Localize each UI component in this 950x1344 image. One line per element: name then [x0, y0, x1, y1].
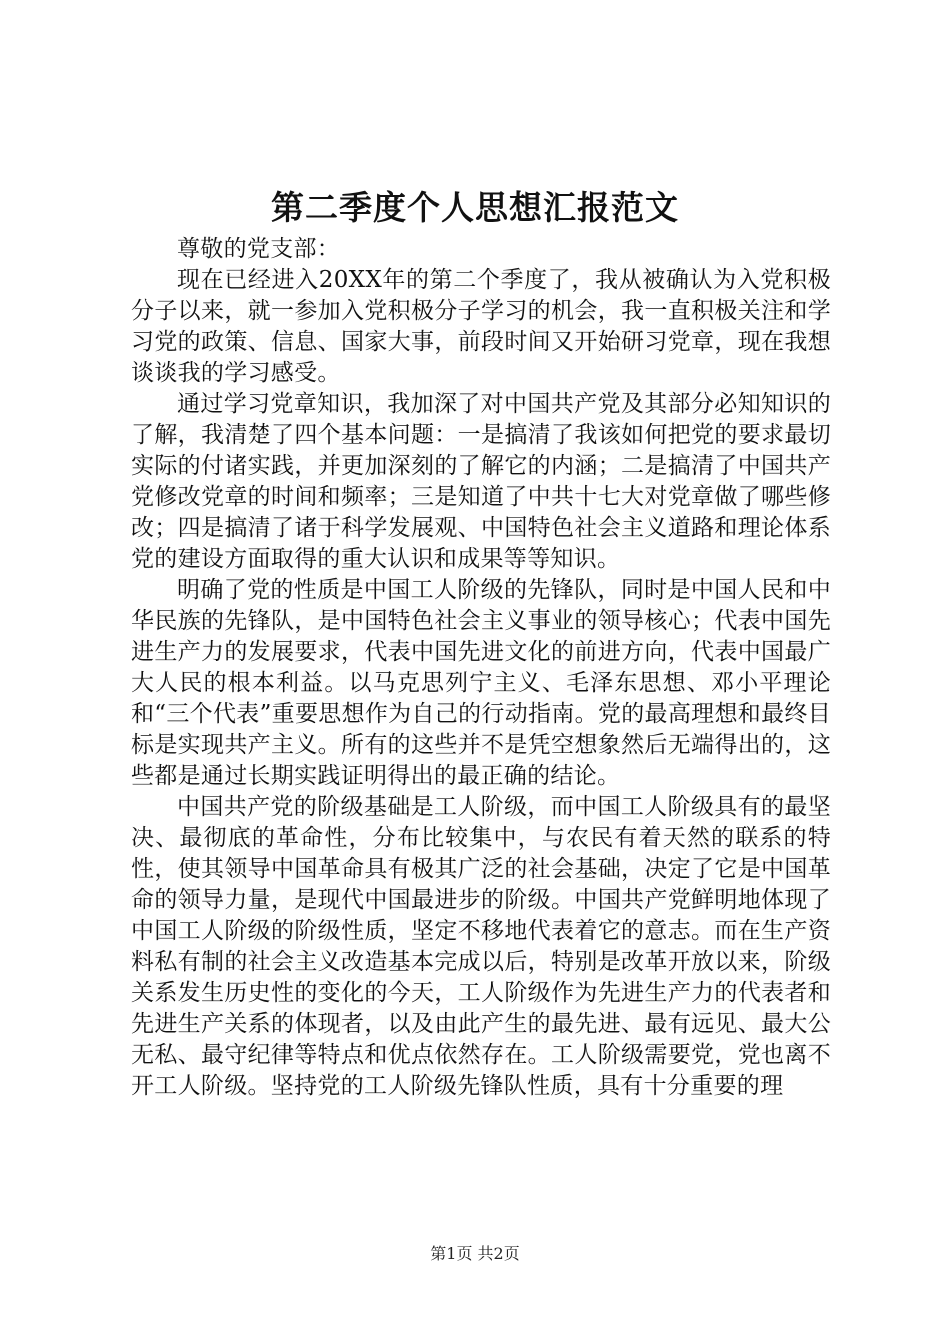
- paragraph-4: 中国共产党的阶级基础是工人阶级，而中国工人阶级具有的最坚决、最彻底的革命性，分布比较集中，与农民有着天然的联系的特性，使其领导中国革命具有极其广泛的社会基础，决定了它是中国革命的领导力量，是现代中国最进步的阶级。中国共产党鲜明地体现了中国工人阶级的阶级性质，坚定不移地代表着它的意志。而在生产资料私有制的社会主义改造基本完成以后，特别是改革开放以来，阶级关系发生历史性的变化的今天，工人阶级作为先进生产力的代表者和先进生产关系的体现者，以及由此产生的最先进、最有远见、最大公无私、最守纪律等特点和优点依然存在。工人阶级需要党，党也离不开工人阶级。坚持党的工人阶级先锋队性质，具有十分重要的理: [131, 794, 831, 1099]
- page-number: 第1页 共2页: [430, 1244, 520, 1263]
- salutation: 尊敬的党支部：: [177, 236, 341, 262]
- document-title: 第二季度个人思想汇报范文: [271, 188, 679, 227]
- paragraph-2: 通过学习党章知识，我加深了对中国共产党及其部分必知知识的了解，我清楚了四个基本问题：一是搞清了我该如何把党的要求最切实际的付诸实践，并更加深刻的了解它的内涵；二是搞清了中国共产党修改党章的时间和频率；三是知道了中共十七大对党章做了哪些修改；四是搞清了诸于科学发展观、中国特色社会主义道路和理论体系党的建设方面取得的重大认识和成果等等知识。: [131, 391, 831, 572]
- paragraph-1: 现在已经进入20XX年的第二个季度了，我从被确认为入党积极分子以来，就一参加入党积极分子学习的机会，我一直积极关注和学习党的政策、信息、国家大事，前段时间又开始研习党章，现在我想谈谈我的学习感受。: [131, 267, 831, 386]
- document-body: [131, 234, 831, 1102]
- paragraph-3: 明确了党的性质是中国工人阶级的先锋队，同时是中国人民和中华民族的先锋队，是中国特色社会主义事业的领导核心；代表中国先进生产力的发展要求，代表中国先进文化的前进方向，代表中国最广大人民的根本利益。以马克思列宁主义、毛泽东思想、邓小平理论和“三个代表”重要思想作为自己的行动指南。党的最高理想和最终目标是实现共产主义。所有的这些并不是凭空想象然后无端得出的，这些都是通过长期实践证明得出的最正确的结论。: [131, 577, 831, 789]
